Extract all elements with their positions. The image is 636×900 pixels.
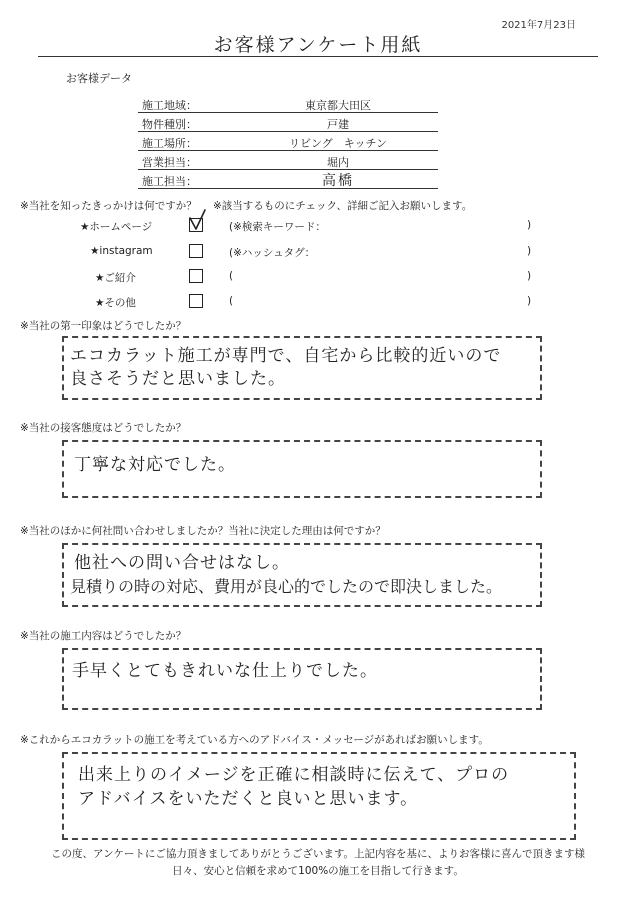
customer-row-value: リビング キッチン xyxy=(288,137,387,150)
option-detail-homepage: (※検索キーワード： xyxy=(229,221,326,233)
customer-row xyxy=(138,132,438,151)
question-first-impression: ※当社の第一印象はどうでしたか？ xyxy=(20,320,187,332)
answer-line: 丁寧な対応でした。 xyxy=(74,455,236,475)
answer-box-first-impression xyxy=(62,336,542,400)
option-detail-instagram: (※ハッシュタグ： xyxy=(229,247,316,259)
title-underline xyxy=(38,56,598,57)
answer-line: 良さそうだと思いました。 xyxy=(70,369,286,389)
question-how-found: ※当社を知ったきっかけは何ですか？ xyxy=(20,200,197,212)
customer-row-value: 堀内 xyxy=(327,156,349,169)
question-construction-quality: ※当社の施工内容はどうでしたか？ xyxy=(20,630,187,642)
footer-line: この度、アンケートにご協力頂きましてありがとうございます。上記内容を基に、よりお客様に喜んで頂きます様 xyxy=(50,848,586,860)
customer-row-value: 戸建 xyxy=(327,118,349,131)
answer-line: 出来上りのイメージを正確に相談時に伝えて、プロの xyxy=(78,765,510,785)
check-mark-icon xyxy=(187,208,209,232)
customer-row xyxy=(138,94,438,113)
customer-row-key: 物件種別： xyxy=(142,118,197,131)
answer-line: エコカラット施工が専門で、自宅から比較的近いので xyxy=(70,346,502,366)
answer-line: アドバイスをいただくと良いと思います。 xyxy=(78,789,419,809)
customer-row xyxy=(138,170,438,189)
customer-row-value-handwritten: 高橋 xyxy=(322,173,354,189)
option-label-other: ★その他 xyxy=(95,297,136,309)
answer-line: 見積りの時の対応、費用が良心的でしたので即決しました。 xyxy=(70,577,503,596)
answer-box-advice xyxy=(62,752,576,840)
customer-row-key: 施工場所： xyxy=(142,137,197,150)
option-detail-other: ( xyxy=(229,295,234,307)
option-close-paren: ) xyxy=(527,245,532,257)
checkbox-other[interactable] xyxy=(189,294,203,308)
question-other-companies: ※当社のほかに何社問い合わせしましたか？当社に決定した理由は何ですか？ xyxy=(20,525,386,537)
option-label-homepage: ★ホームページ xyxy=(80,221,153,233)
survey-date: 2021年7月23日 xyxy=(501,20,576,31)
customer-row-key: 営業担当： xyxy=(142,156,197,169)
answer-box-service-attitude xyxy=(62,440,542,498)
answer-line: 手早くとてもきれいな仕上りでした。 xyxy=(72,661,378,681)
footer-message xyxy=(0,846,636,880)
option-label-instagram: ★instagram xyxy=(90,245,153,257)
option-label-referral: ★ご紹介 xyxy=(95,272,136,284)
question-advice: ※これからエコカラットの施工を考えている方へのアドバイス・メッセージがあればお願いします。 xyxy=(20,734,489,746)
customer-row-key: 施工担当： xyxy=(142,175,197,188)
customer-row-key: 施工地域： xyxy=(142,99,197,112)
checkbox-instagram[interactable] xyxy=(189,244,203,258)
question-note: ※該当するものにチェック、詳細ご記入お願いします。 xyxy=(213,200,473,212)
answer-box-other-companies xyxy=(62,543,542,607)
customer-row xyxy=(138,151,438,170)
option-detail-referral: ( xyxy=(229,270,234,282)
option-close-paren: ) xyxy=(527,270,532,282)
option-close-paren: ) xyxy=(527,219,532,231)
footer-line: 日々、安心と信頼を求めて100%の施工を目指して行きます。 xyxy=(172,865,464,877)
answer-line: 他社への問い合せはなし。 xyxy=(74,553,290,573)
customer-row xyxy=(138,113,438,132)
option-close-paren: ) xyxy=(527,295,532,307)
customer-data-table xyxy=(138,94,438,189)
answer-box-construction-quality xyxy=(62,648,542,710)
question-service-attitude: ※当社の接客態度はどうでしたか？ xyxy=(20,422,187,434)
customer-row-value: 東京都大田区 xyxy=(305,99,371,112)
checkbox-referral[interactable] xyxy=(189,269,203,283)
customer-section-label: お客様データ xyxy=(66,72,132,85)
page-title: お客様アンケート用紙 xyxy=(213,34,423,56)
